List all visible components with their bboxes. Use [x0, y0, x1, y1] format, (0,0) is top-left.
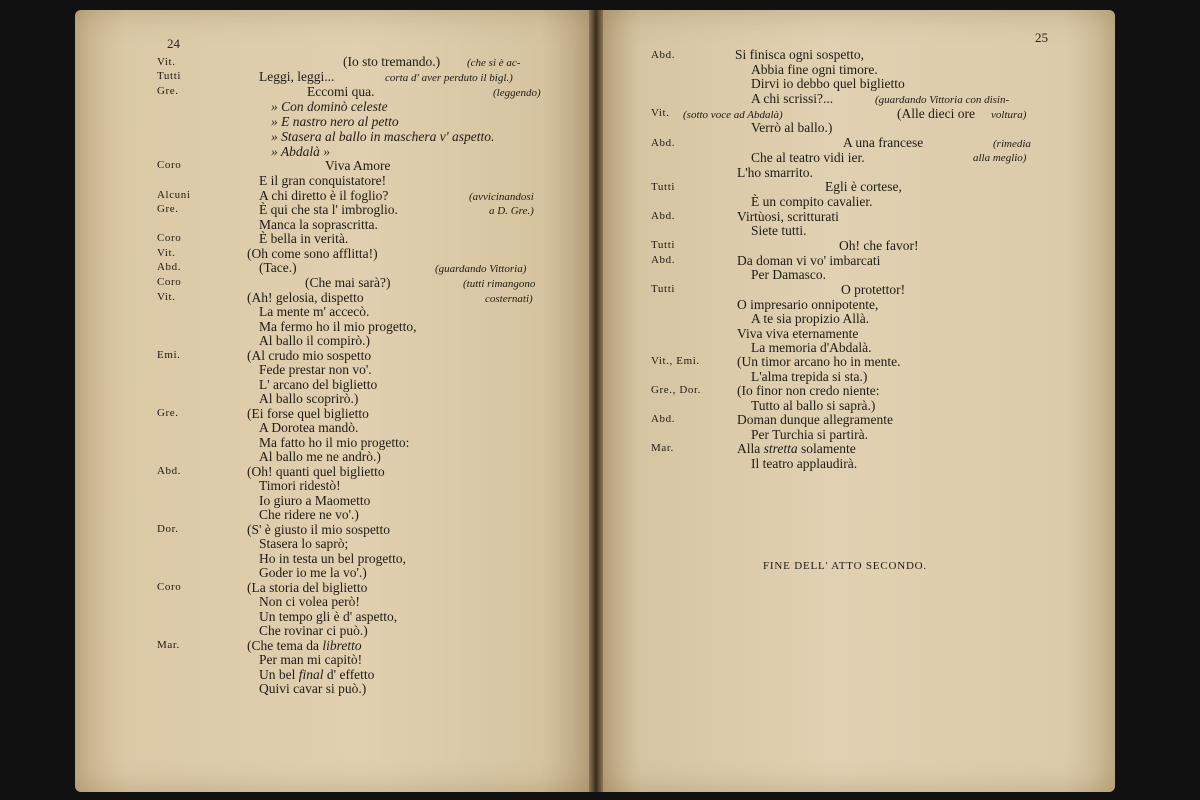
- page-number: 25: [1035, 30, 1048, 45]
- verse-line: Da doman vi vo' imbarcati: [737, 253, 881, 268]
- verse-line: Al ballo me ne andrò.): [259, 449, 381, 464]
- book-gutter: [589, 10, 603, 792]
- speaker: Abd.: [651, 413, 676, 425]
- verse-line: (Io sto tremando.): [343, 54, 441, 69]
- stage-direction: corta d' aver perduto il bigl.): [385, 72, 513, 84]
- stage-direction: (tutti rimangono: [463, 278, 536, 290]
- verse-line: Oh! che favor!: [839, 238, 919, 253]
- verse-line: » Abdalà »: [271, 144, 331, 159]
- verse-line: (Un timor arcano ho in mente.: [737, 354, 901, 369]
- verse-line: » Con dominò celeste: [271, 99, 388, 114]
- verse-line: La mente m' accecò.: [259, 304, 370, 319]
- verse-line: Per Damasco.: [751, 267, 826, 282]
- speaker: Abd.: [651, 137, 676, 149]
- verse-line: Siete tutti.: [751, 223, 807, 238]
- verse-line: A Dorotea mandò.: [259, 420, 359, 435]
- verse-line: Viva Amore: [325, 158, 391, 173]
- speaker: Vit.: [157, 247, 176, 259]
- speaker: Tutti: [651, 239, 676, 251]
- verse-line: Eccomi qua.: [307, 84, 375, 99]
- speaker: Abd.: [651, 210, 676, 222]
- verse-line: Egli è cortese,: [825, 179, 902, 194]
- verse-line: (Alle dieci ore: [897, 106, 975, 121]
- verse-line: L'alma trepida si sta.): [751, 369, 868, 384]
- left-page: [75, 10, 593, 792]
- verse-line: L'ho smarrito.: [737, 165, 813, 180]
- verse-line: Virtùosi, scritturati: [737, 209, 839, 224]
- speaker: Mar.: [651, 442, 674, 454]
- stage-direction: voltura): [991, 109, 1027, 121]
- verse-line: Quivi cavar si può.): [259, 681, 367, 696]
- verse-line: » Stasera al ballo in maschera v' aspetto.: [271, 129, 495, 144]
- speaker: Coro: [157, 276, 182, 288]
- speaker: Coro: [157, 232, 182, 244]
- verse-line: Un bel final d' effetto: [259, 667, 375, 682]
- stage-direction: (leggendo): [493, 87, 541, 99]
- verse-line: Per Turchia si partirà.: [751, 427, 868, 442]
- verse-line: L' arcano del biglietto: [259, 377, 378, 392]
- verse-line: La memoria d'Abdalà.: [751, 340, 872, 355]
- stage-direction: (sotto voce ad Abdalà): [683, 109, 783, 121]
- verse-line: O impresario onnipotente,: [737, 297, 879, 312]
- speaker: Emi.: [157, 349, 181, 361]
- verse-line: Timori ridestò!: [259, 478, 341, 493]
- speaker: Coro: [157, 159, 182, 171]
- speaker: Vit.: [157, 291, 176, 303]
- verse-line: Che rovinar ci può.): [259, 623, 368, 638]
- verse-line: Verrò al ballo.): [751, 120, 833, 135]
- stage-direction: (rimedia: [993, 138, 1031, 150]
- stage-direction: a D. Gre.): [489, 205, 534, 217]
- verse-line: Si finisca ogni sospetto,: [735, 47, 864, 62]
- verse-line: » E nastro nero al petto: [271, 114, 399, 129]
- verse-line: A chi scrissi?...: [751, 91, 834, 106]
- speaker: Abd.: [157, 465, 182, 477]
- end-of-act-caption: FINE DELL' ATTO SECONDO.: [763, 560, 927, 572]
- verse-line: (Al crudo mio sospetto: [247, 348, 372, 363]
- verse-line: (S' è giusto il mio sospetto: [247, 522, 391, 537]
- verse-line: È bella in verità.: [259, 231, 349, 246]
- stage-direction: costernati): [485, 293, 533, 305]
- verse-line: (Oh! quanti quel biglietto: [247, 464, 385, 479]
- verse-line: Che ridere ne vo'.): [259, 507, 359, 522]
- verse-line: Che al teatro vidi ier.: [751, 150, 865, 165]
- verse-line: Abbia fine ogni timore.: [751, 62, 878, 77]
- verse-line: Dirvi io debbo quel biglietto: [751, 76, 905, 91]
- verse-line: Al ballo il compirò.): [259, 333, 370, 348]
- speaker: Gre.: [157, 85, 179, 97]
- speaker: Gre., Dor.: [651, 384, 701, 396]
- verse-line: Goder io me la vo'.): [259, 565, 367, 580]
- stage-direction: (che si è ac-: [467, 57, 521, 69]
- page-number: 24: [167, 36, 180, 51]
- verse-line: Manca la soprascritta.: [259, 217, 378, 232]
- verse-line: (Oh come sono afflitta!): [247, 246, 378, 261]
- verse-line: (La storia del biglietto: [247, 580, 368, 595]
- verse-line: Ma fatto ho il mio progetto:: [259, 435, 410, 450]
- verse-line: E il gran conquistatore!: [259, 173, 387, 188]
- verse-line: Il teatro applaudirà.: [751, 456, 858, 471]
- stage-direction: (guardando Vittoria con disin-: [875, 94, 1010, 106]
- speaker: Abd.: [651, 254, 676, 266]
- verse-line: Un tempo gli è d' aspetto,: [259, 609, 398, 624]
- speaker: Vit.: [651, 107, 670, 119]
- verse-line: (Che mai sarà?): [305, 275, 391, 290]
- stage-direction: alla meglio): [973, 152, 1027, 164]
- verse-line: (Io finor non credo niente:: [737, 383, 880, 398]
- verse-line: Doman dunque allegramente: [737, 412, 893, 427]
- speaker: Tutti: [651, 283, 676, 295]
- stage-direction: (guardando Vittoria): [435, 263, 527, 275]
- speaker: Tutti: [651, 181, 676, 193]
- verse-line: Non ci volea però!: [259, 594, 360, 609]
- verse-line: (Tace.): [259, 260, 297, 275]
- speaker: Vit.: [157, 56, 176, 68]
- verse-line: Io giuro a Maometto: [259, 493, 371, 508]
- verse-line: (Ei forse quel biglietto: [247, 406, 369, 421]
- verse-line: A una francese: [843, 135, 924, 150]
- verse-line: È un compito cavalier.: [751, 194, 873, 209]
- verse-line: A chi diretto è il foglio?: [259, 188, 389, 203]
- verse-line: Ho in testa un bel progetto,: [259, 551, 406, 566]
- speaker: Alcuni: [157, 189, 191, 201]
- speaker: Vit., Emi.: [651, 355, 700, 367]
- speaker: Coro: [157, 581, 182, 593]
- speaker: Tutti: [157, 70, 182, 82]
- speaker: Mar.: [157, 639, 180, 651]
- verse-line: Alla stretta solamente: [737, 441, 856, 456]
- verse-line: Al ballo scoprirò.): [259, 391, 359, 406]
- verse-line: Leggi, leggi...: [259, 69, 335, 84]
- verse-line: Tutto al ballo si saprà.): [751, 398, 876, 413]
- verse-line: Fede prestar non vo'.: [259, 362, 372, 377]
- verse-line: Ma fermo ho il mio progetto,: [259, 319, 417, 334]
- speaker: Abd.: [651, 49, 676, 61]
- verse-line: Per man mi capitò!: [259, 652, 363, 667]
- verse-line: Viva viva eternamente: [737, 326, 859, 341]
- speaker: Abd.: [157, 261, 182, 273]
- speaker: Dor.: [157, 523, 179, 535]
- stage-direction: (avvicinandosi: [469, 191, 534, 203]
- verse-line: (Ah! gelosia, dispetto: [247, 290, 364, 305]
- speaker: Gre.: [157, 203, 179, 215]
- verse-line: O protettor!: [841, 282, 906, 297]
- right-page: [599, 10, 1115, 792]
- open-book: [75, 10, 1115, 792]
- speaker: Gre.: [157, 407, 179, 419]
- verse-line: (Che tema da libretto: [247, 638, 362, 653]
- verse-line: A te sia propizio Allà.: [751, 311, 870, 326]
- verse-line: Stasera lo saprò;: [259, 536, 349, 551]
- verse-line: È qui che sta l' imbroglio.: [259, 202, 398, 217]
